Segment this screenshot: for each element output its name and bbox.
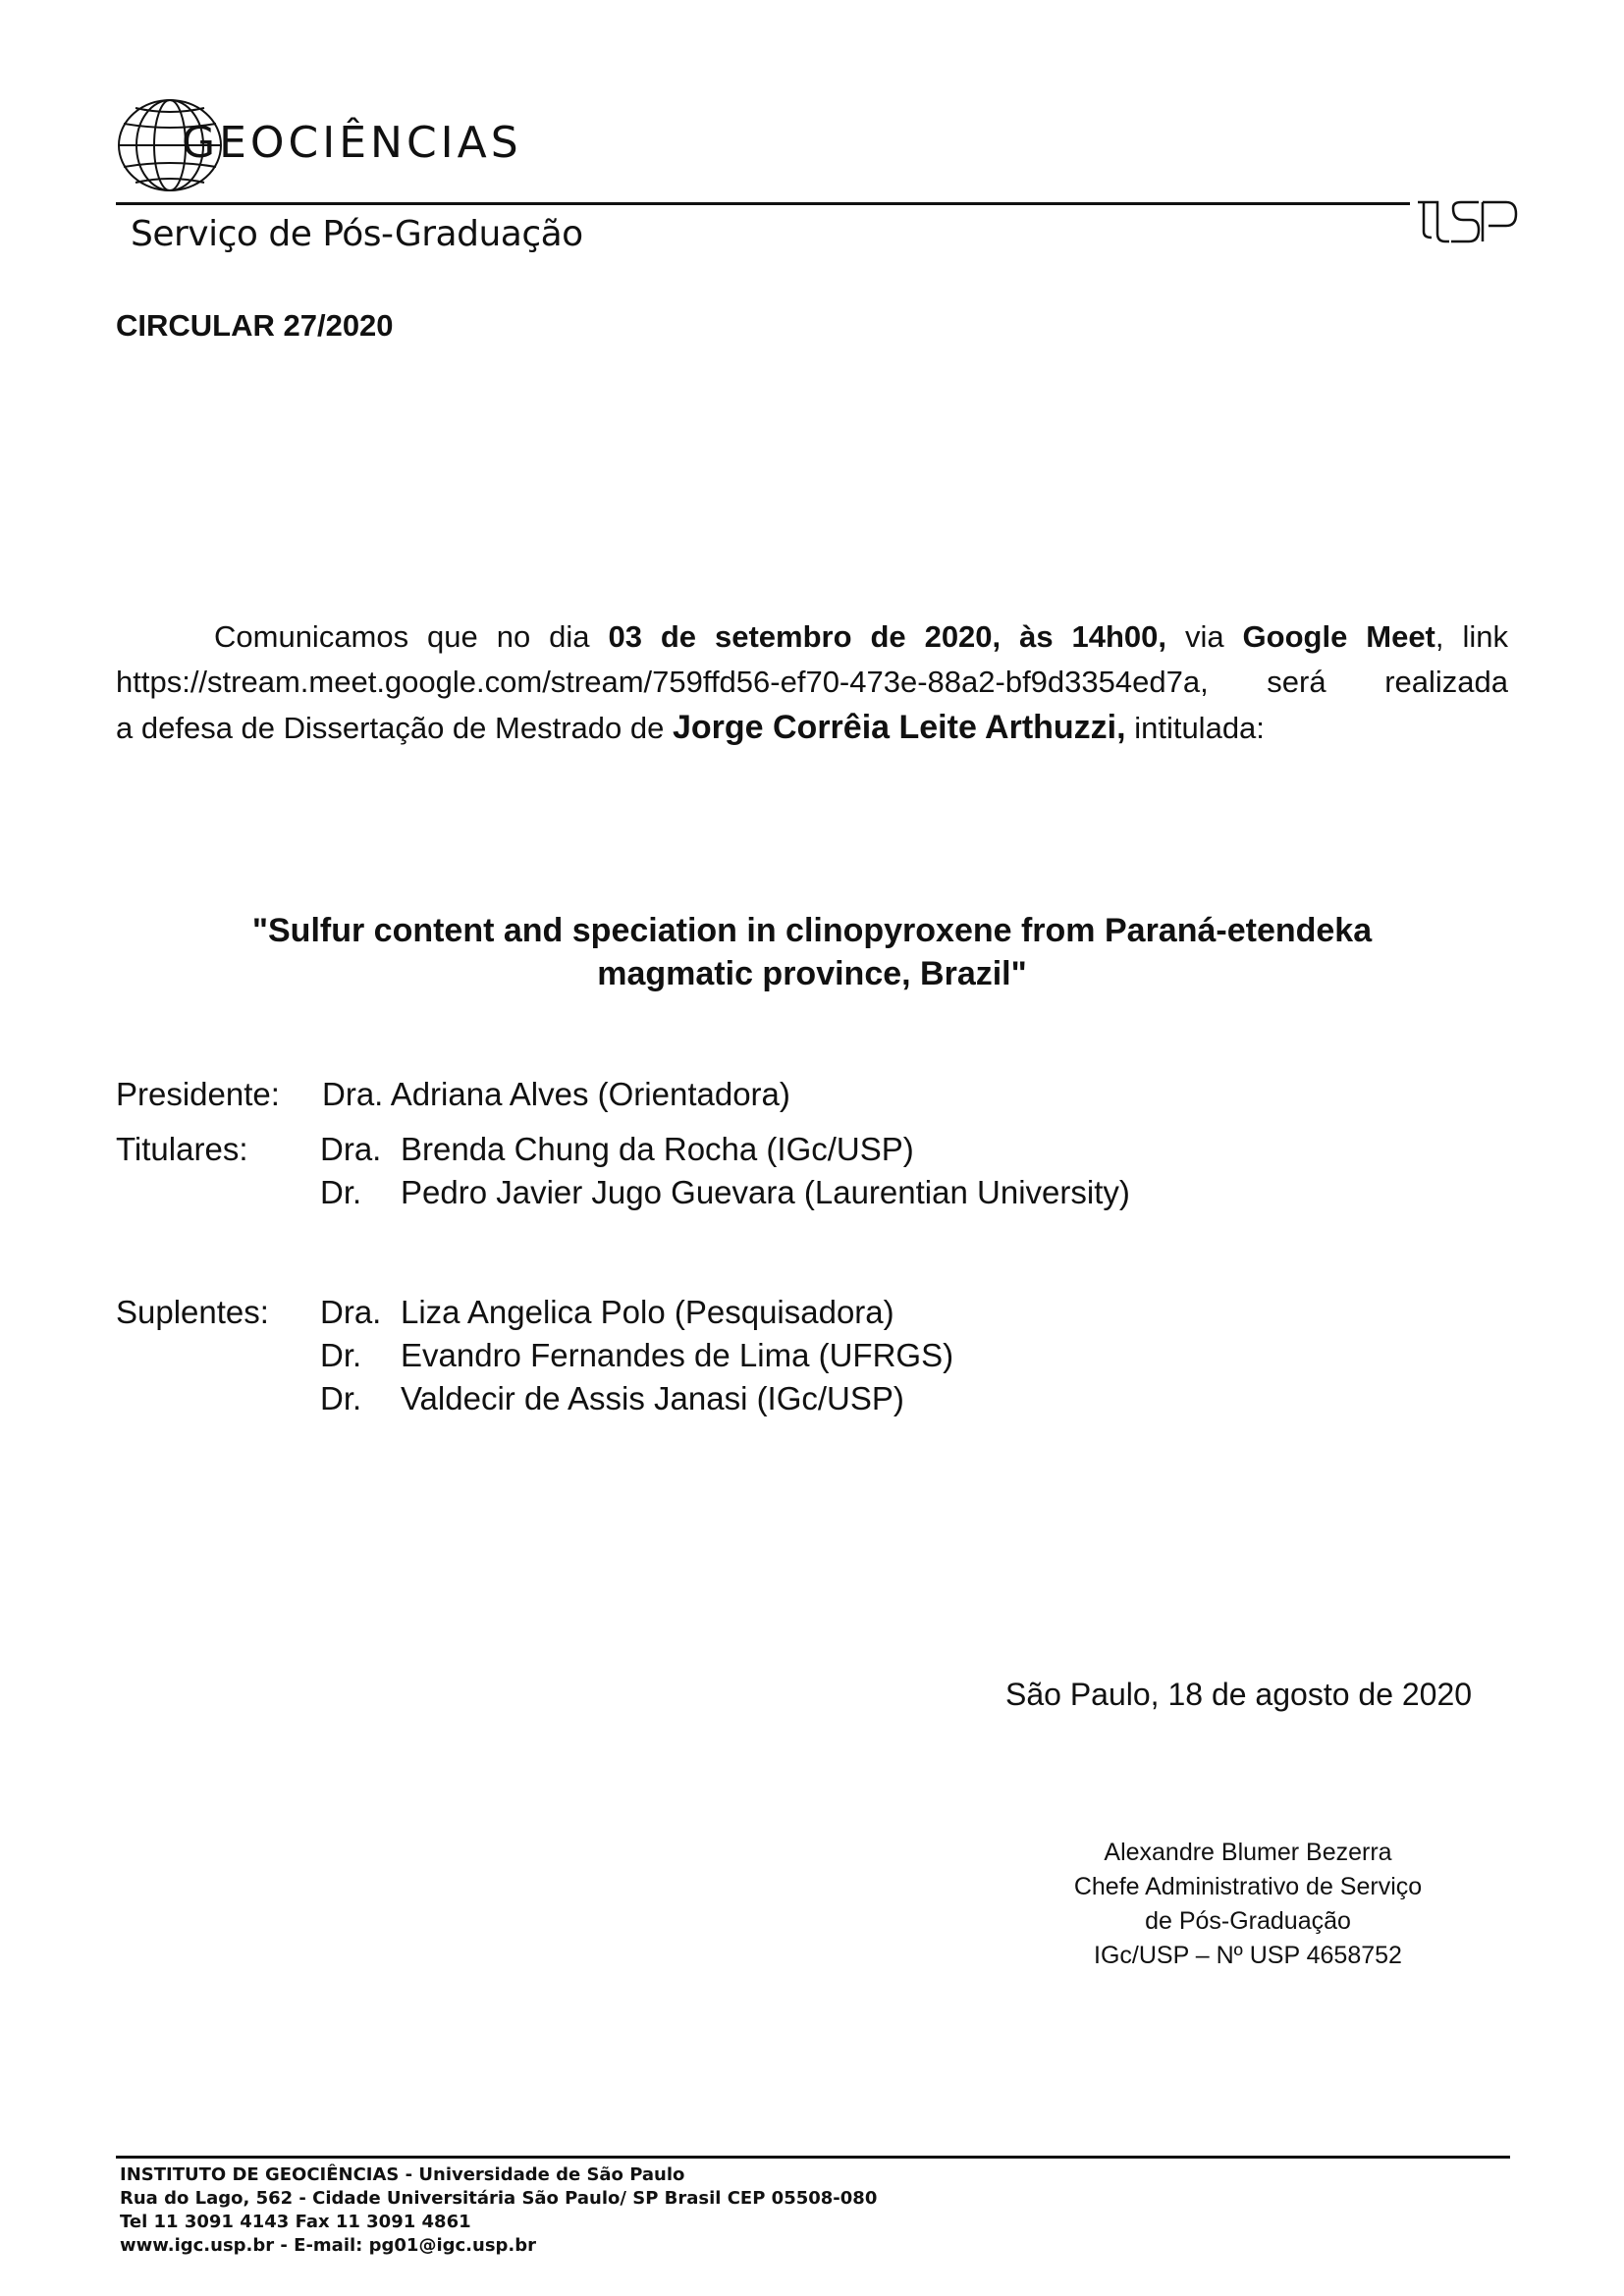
via-word: via: [1184, 619, 1224, 654]
thesis-title: [116, 909, 1508, 995]
suplente-prefix: Dr.: [320, 1337, 362, 1373]
announcement-intro: Comunicamos que no dia: [214, 619, 590, 654]
place-and-date: São Paulo, 18 de agosto de 2020: [1005, 1677, 1473, 1712]
footer: [120, 2163, 877, 2258]
suplente-prefix: Dr.: [320, 1380, 362, 1416]
footer-address: Rua do Lago, 562 - Cidade Universitária São Paulo/ SP Brasil CEP 05508-080: [120, 2188, 878, 2209]
header-rule: [116, 202, 1410, 205]
titular-name: Brenda Chung da Rocha (IGc/USP): [401, 1131, 914, 1167]
meeting-url[interactable]: https://stream.meet.google.com/stream/759ffd56-ef70-473e-88a2-bf9d3354ed7a,: [116, 665, 1209, 699]
titled-word: intitulada:: [1134, 711, 1265, 745]
defense-text: a defesa de Dissertação de Mestrado de: [116, 711, 665, 745]
president-label: Presidente:: [116, 1076, 280, 1112]
signature-block: [1017, 1836, 1479, 1973]
footer-phone: Tel 11 3091 4143 Fax 11 3091 4861: [120, 2212, 471, 2232]
titular-name: Pedro Javier Jugo Guevara (Laurentian University): [401, 1174, 1130, 1210]
announcement-line-3: [116, 705, 1508, 751]
platform-name: Google Meet: [1242, 619, 1435, 654]
president-name: Dra. Adriana Alves (Orientadora): [322, 1076, 790, 1112]
candidate-name: Jorge Corrêia Leite Arthuzzi,: [672, 709, 1126, 746]
suplente-name: Liza Angelica Polo (Pesquisadora): [401, 1294, 894, 1330]
suplentes-label: Suplentes:: [116, 1294, 269, 1330]
logo-text: GEOCIÊNCIAS: [182, 118, 522, 168]
suplente-prefix: Dra.: [320, 1294, 382, 1330]
footer-web-email: www.igc.usp.br - E-mail: pg01@igc.usp.br: [120, 2235, 537, 2256]
suplente-name: Evandro Fernandes de Lima (UFRGS): [401, 1337, 954, 1373]
suplente-entry: [320, 1294, 894, 1331]
thesis-title-line-2: magmatic province, Brazil": [597, 955, 1027, 992]
will-be-held: será realizada: [1267, 665, 1508, 699]
signer-name: Alexandre Blumer Bezerra: [1104, 1839, 1392, 1866]
titular-entry: [320, 1174, 1130, 1211]
usp-logo-icon: [1414, 198, 1520, 245]
announcement-line-2: [116, 660, 1508, 705]
suplente-entry: [320, 1380, 904, 1417]
titulares-label: Titulares:: [116, 1131, 248, 1167]
link-word: , link: [1435, 619, 1508, 654]
service-name: Serviço de Pós-Graduação: [131, 214, 583, 254]
footer-rule: [116, 2156, 1510, 2159]
event-datetime: 03 de setembro de 2020, às 14h00,: [608, 619, 1167, 654]
signer-id: IGc/USP – Nº USP 4658752: [1094, 1942, 1402, 1969]
titular-prefix: Dra.: [320, 1131, 382, 1167]
suplente-name: Valdecir de Assis Janasi (IGc/USP): [401, 1380, 904, 1416]
signer-title: Chefe Administrativo de Serviço: [1073, 1873, 1423, 1900]
circular-number: CIRCULAR 27/2020: [116, 308, 394, 343]
titular-prefix: Dr.: [320, 1174, 362, 1210]
suplente-entry: [320, 1337, 953, 1374]
announcement-paragraph: [116, 614, 1508, 751]
thesis-title-line-1: "Sulfur content and speciation in clinopyroxene from Paraná-etendeka: [251, 912, 1373, 949]
signer-department: de Pós-Graduação: [1145, 1907, 1351, 1935]
titular-entry: [320, 1131, 914, 1168]
announcement-line-1: [116, 614, 1508, 660]
footer-institution: INSTITUTO DE GEOCIÊNCIAS - Universidade de São Paulo: [120, 2164, 685, 2185]
